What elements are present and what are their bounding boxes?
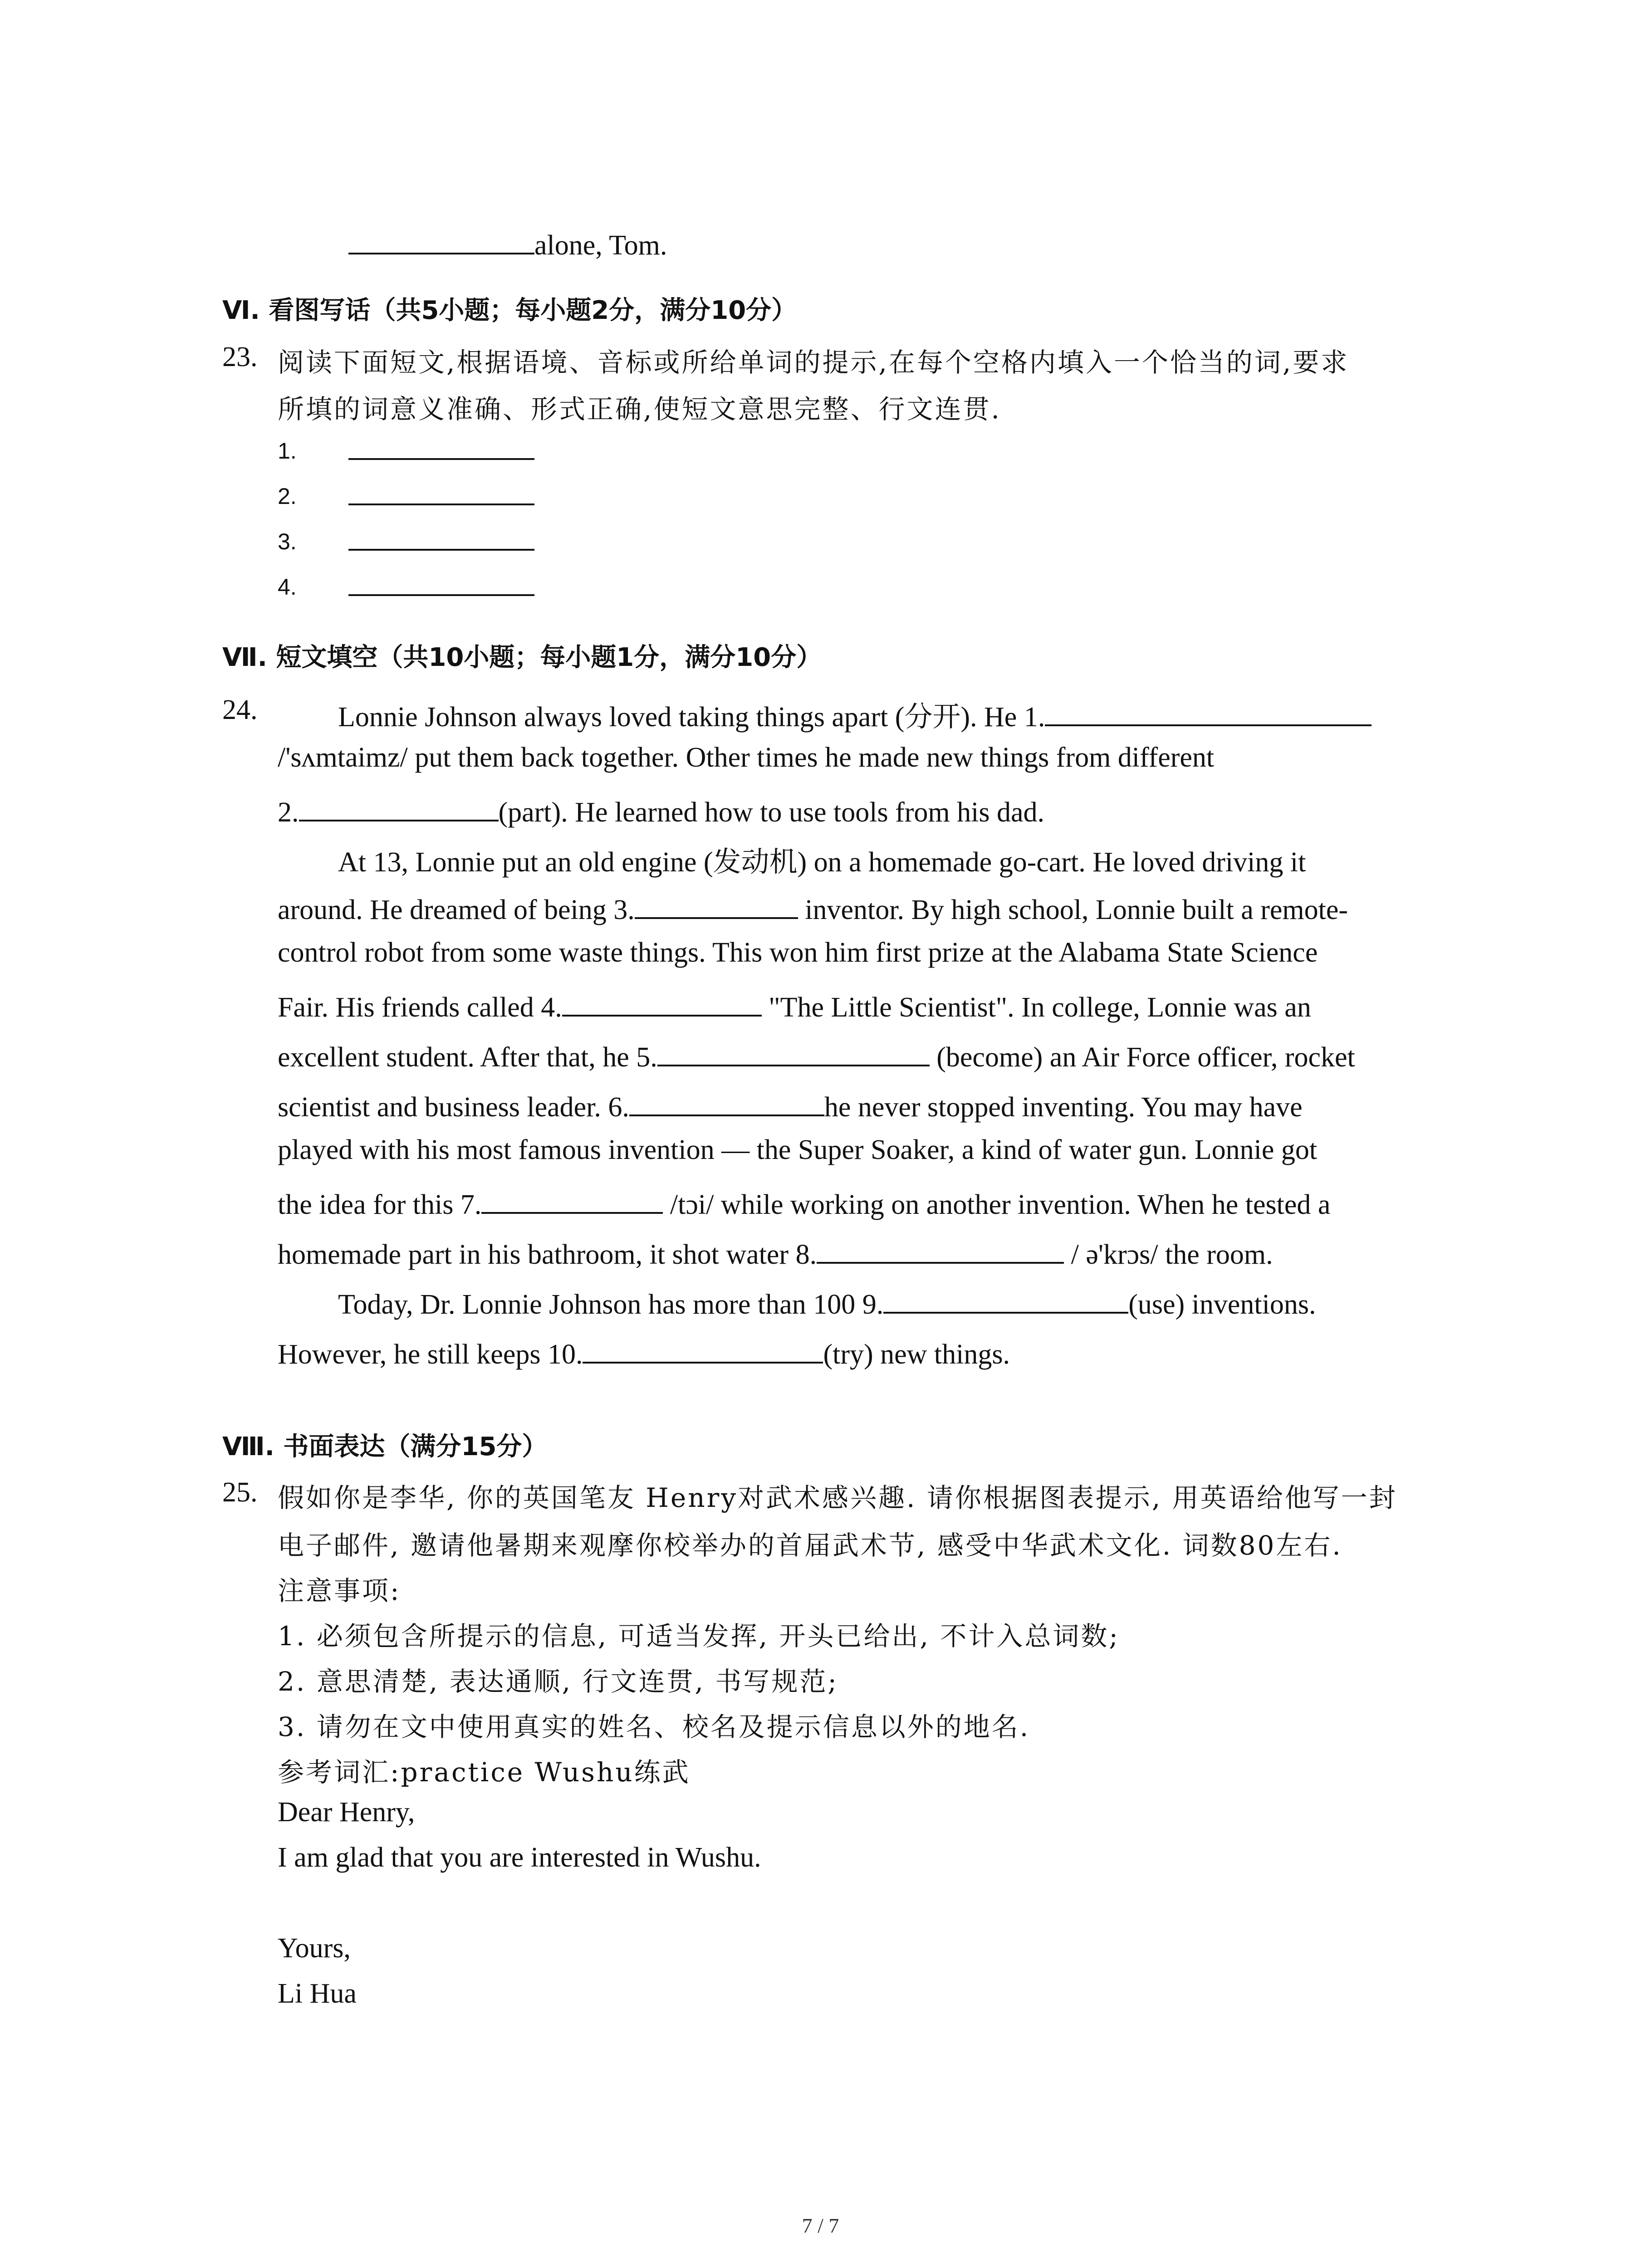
- blank-6[interactable]: [629, 1086, 824, 1116]
- q23-blank-4[interactable]: [348, 594, 534, 596]
- q24-number: 24.: [222, 694, 258, 725]
- blank-1[interactable]: [1045, 696, 1372, 726]
- passage-line-3: 2. (part). He learned how to use tools from his dad.: [278, 792, 1044, 829]
- q23-blank-3[interactable]: [348, 549, 534, 551]
- blank-8[interactable]: [817, 1234, 1064, 1264]
- letter-opening: I am glad that you are interested in Wushu.: [278, 1842, 761, 1873]
- blank-3[interactable]: [635, 889, 798, 919]
- note-2: 2. 意思清楚, 表达通顺, 行文连贯, 书写规范;: [278, 1666, 838, 1697]
- note-1: 1. 必须包含所提示的信息, 可适当发挥, 开头已给出, 不计入总词数;: [278, 1621, 1120, 1652]
- passage-line-5: around. He dreamed of being 3. inventor. By high school, Lonnie built a remote-: [278, 889, 1348, 926]
- passage-line-12: homemade part in his bathroom, it shot water 8. / ə'krɔs/ the room.: [278, 1234, 1273, 1271]
- letter-signature: Li Hua: [278, 1978, 357, 2009]
- passage-line-8: excellent student. After that, he 5. (become) an Air Force officer, rocket: [278, 1036, 1355, 1074]
- q23-instruction-line1: 阅读下面短文,根据语境、音标或所给单词的提示,在每个空格内填入一个恰当的词,要求: [278, 347, 1349, 378]
- passage-line-14: However, he still keeps 10. (try) new things.: [278, 1334, 1010, 1371]
- q23-instruction-line2: 所填的词意义准确、形式正确,使短文意思完整、行文连贯.: [278, 394, 1001, 425]
- passage-line-7: Fair. His friends called 4. "The Little Scientist". In college, Lonnie was an: [278, 987, 1311, 1024]
- passage-line-4: At 13, Lonnie put an old engine (发动机) on a homemade go-cart. He loved driving it: [338, 847, 1306, 878]
- passage-line-6: control robot from some waste things. This won him first prize at the Alabama State Science: [278, 937, 1318, 968]
- blank-10[interactable]: [583, 1334, 823, 1364]
- passage-line-2: /'sʌmtaimz/ put them back together. Other times he made new things from different: [278, 742, 1215, 773]
- blank-9[interactable]: [883, 1284, 1128, 1314]
- passage-line-13: Today, Dr. Lonnie Johnson has more than 100 9. (use) inventions.: [338, 1284, 1316, 1321]
- q23-item-2: 2.: [278, 484, 297, 509]
- passage-line-1: Lonnie Johnson always loved taking things apart (分开). He 1.: [338, 694, 1372, 734]
- letter-closing: Yours,: [278, 1933, 351, 1964]
- note-3: 3. 请勿在文中使用真实的姓名、校名及提示信息以外的地名.: [278, 1711, 1030, 1742]
- blank-5[interactable]: [657, 1036, 930, 1066]
- q25-prompt-line2: 电子邮件, 邀请他暑期来观摩你校举办的首届武术节, 感受中华武术文化. 词数80左右.: [278, 1530, 1342, 1561]
- q23-item-1: 1.: [278, 438, 297, 464]
- q23-item-3: 3.: [278, 529, 297, 554]
- blank-7[interactable]: [481, 1184, 663, 1214]
- passage-line-11: the idea for this 7. /tɔi/ while working on another invention. When he tested a: [278, 1184, 1330, 1221]
- section6-heading: Ⅵ. 看图写话（共5小题；每小题2分，满分10分）: [222, 296, 797, 325]
- page-number: 7 / 7: [802, 2214, 839, 2237]
- section7-heading: Ⅶ. 短文填空（共10小题；每小题1分，满分10分）: [222, 643, 822, 672]
- q23-blank-1[interactable]: [348, 458, 534, 460]
- section8-heading: Ⅷ. 书面表达（满分15分）: [222, 1432, 548, 1461]
- answer-blank[interactable]: [348, 225, 534, 254]
- blank-4[interactable]: [562, 987, 762, 1017]
- top-line-text: alone, Tom.: [534, 230, 667, 261]
- q23-item-4: 4.: [278, 574, 297, 600]
- q25-prompt-line1: 假如你是李华, 你的英国笔友 Henry对武术感兴趣. 请你根据图表提示, 用英语给他写一封: [278, 1482, 1397, 1513]
- q25-number: 25.: [222, 1477, 258, 1508]
- top-line: [348, 225, 667, 262]
- passage-line-9: scientist and business leader. 6. he never stopped inventing. You may have: [278, 1086, 1303, 1124]
- blank-2[interactable]: [299, 792, 499, 821]
- reference-vocab: 参考词汇:practice Wushu练武: [278, 1757, 691, 1788]
- notes-heading: 注意事项:: [278, 1575, 401, 1606]
- q23-number: 23.: [222, 342, 258, 372]
- passage-line-10: played with his most famous invention — the Super Soaker, a kind of water gun. Lonnie got: [278, 1134, 1318, 1165]
- q23-blank-2[interactable]: [348, 503, 534, 505]
- letter-salutation: Dear Henry,: [278, 1797, 415, 1828]
